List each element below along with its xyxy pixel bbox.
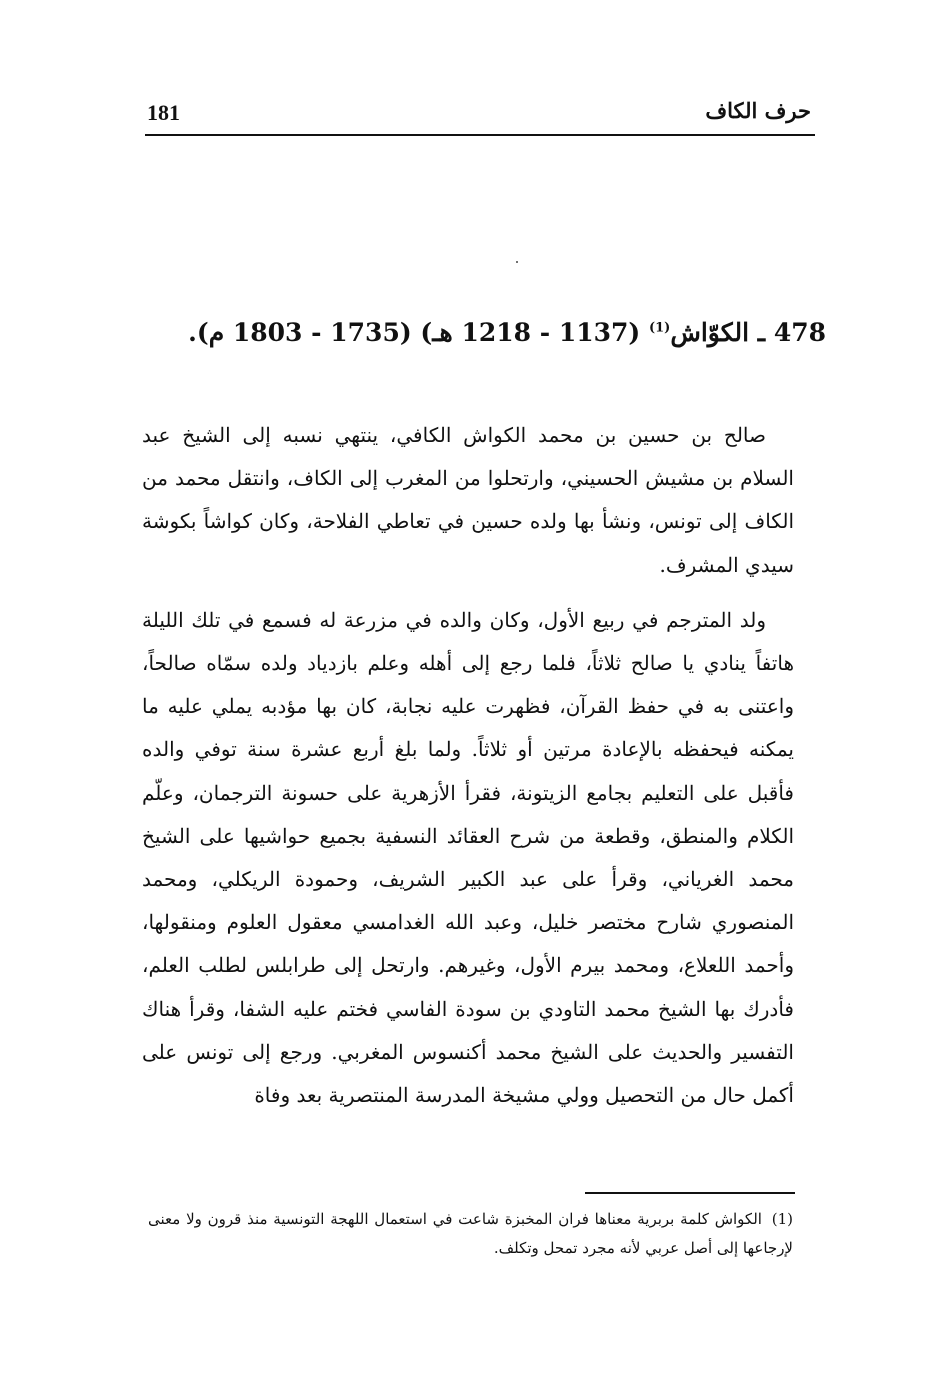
entry-title [188,313,826,353]
footnote-divider [585,1192,795,1194]
page-header [145,92,815,136]
running-head: حرف الكاف [705,98,811,123]
footnote-marker: (1) [771,1210,793,1228]
entry-name: الكوّاش [670,318,750,347]
footnote-text: الكواش كلمة بربرية معناها فران المخبزة شاعت في استعمال اللهجة التونسية منذ قرون ولا معنى لإرجاعها إلى أصل عربي لأنه مجرد تمحل وتكلف. [148,1210,793,1257]
entry-dates: (1137 - 1218 هـ) (1735 - 1803 م). [188,318,649,347]
scan-speck [516,261,518,263]
paragraph: ولد المترجم في ربيع الأول، وكان والده في مزرعة له فسمع في تلك الليلة هاتفاً ينادي يا صالح ثلاثاً، فلما رجع إلى أهله وعلم بازدياد ولده سمّاه صالحاً، واعتنى به في حفظ القرآن، فظهرت عليه نجابة، كان بها مؤدبه يملي عليه ما يمكنه فيحفظه بالإعادة مرتين أو ثلاثاً. ولما بلغ أربع عشرة سنة توفي والده فأقبل على التعليم بجامع الزيتونة، فقرأ الأزهرية على حسونة الترجمان، وعلّم الكلام والمنطق، وقطعة من شرح العقائد النسفية بجميع حواشيها على الشيخ محمد الغرياني، وقرأ على عبد الكبير الشريف، وحمودة الريكلي، ومحمد المنصوري شارح مختصر خليل، وعبد الله الغدامسي معقول العلوم ومنقولها، وأحمد اللعلاع، ومحمد بيرم الأول، وغيرهم. وارتحل إلى طرابلس لطلب العلم، فأدرك بها الشيخ محمد التاودي بن سودة الفاسي فختم عليه الشفا، وقرأ هناك التفسير والحديث على الشيخ محمد أكنسوس المغربي. ورجع إلى تونس على أكمل حال من التحصيل وولي مشيخة المدرسة المنتصرية بعد وفاة [142,607,794,1108]
entry-number: 478 ـ [749,318,826,347]
body-text [142,414,794,1129]
footnote [148,1205,793,1263]
paragraph: صالح بن حسين بن محمد الكواش الكافي، ينتهي نسبه إلى الشيخ عبد السلام بن مشيش الحسيني، وارتحلوا من المغرب إلى الكاف، وانتقل محمد من الكاف إلى تونس، ونشأ بها ولده حسين في تعاطي الفلاحة، وكان كواشاً بكوشة سيدي المشرف. [142,423,794,577]
page-number: 181 [147,100,180,125]
footnote-reference: (1) [648,320,671,336]
